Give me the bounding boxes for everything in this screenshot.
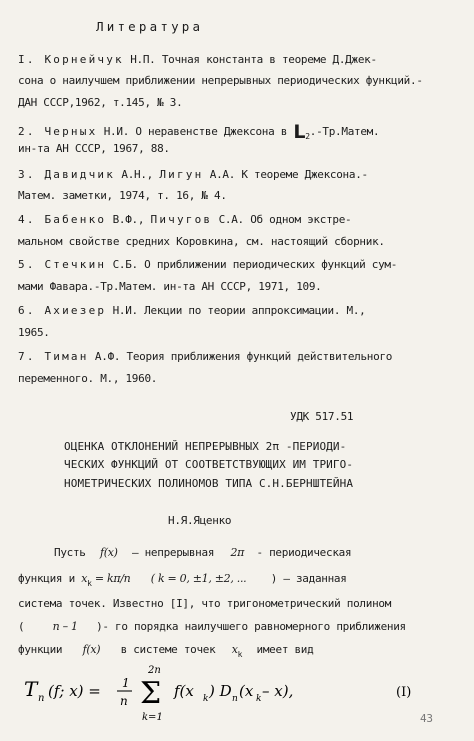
math-two-pi: 2π — [230, 546, 245, 559]
reference-3-initials: А.Н., — [121, 168, 160, 181]
body-line-3: система точек. Известно [I], что тригонометрический полином — [18, 597, 392, 610]
body-line-4 — [18, 620, 406, 634]
body-text: имеет вид — [256, 643, 314, 656]
formula-term-f: f(x — [174, 682, 194, 700]
math-x: x — [81, 572, 88, 585]
formula-T: T — [24, 677, 38, 701]
l2-space-subscript: 2 — [305, 132, 310, 141]
article-author: Н.Я.Яценко — [168, 514, 232, 527]
reference-3-text: А.А. К теореме Джексона.- — [209, 168, 368, 181]
udc-code: УДК 517.51 — [290, 410, 354, 423]
reference-7-author: 7. Тиман — [18, 350, 89, 363]
formula-sum-upper: 2n — [148, 665, 161, 676]
reference-3-line-1 — [18, 168, 368, 182]
formula-term-subscript-k: k — [203, 694, 209, 704]
formula-term-tail: – x), — [262, 682, 294, 700]
body-text: функция и — [18, 572, 75, 585]
article-title-line-3: НОМЕТРИЧЕСКИХ ПОЛИНОМОВ ТИПА С.Н.БЕРНШТЕЙНА — [64, 477, 354, 490]
reference-5-line-1 — [18, 258, 397, 272]
body-line-1 — [54, 546, 351, 560]
formula-term-x: (x — [239, 682, 254, 700]
reference-6-line-2: 1965. — [18, 326, 50, 339]
body-text: функции — [18, 643, 63, 656]
equation-number: (I) — [396, 685, 412, 700]
formula-term-subscript-k: k — [256, 694, 262, 704]
page-number: 43 — [420, 712, 433, 725]
reference-4-initials: В.Ф., — [112, 213, 151, 226]
reference-2-text: Н.И. О неравенстве Джексона в — [103, 125, 288, 138]
reference-2-line-1 — [18, 122, 379, 144]
reference-2-author: 2. Черных — [18, 125, 98, 138]
formula-fraction-numerator: 1 — [122, 676, 130, 690]
article-title-line-1: ОЦЕНКА ОТКЛОНЕНИЙ НЕПРЕРЫВНЫХ 2π -ПЕРИОДИ- — [64, 440, 347, 453]
reference-1-line-3: ДАН СССР,1962, т.145, № 3. — [18, 96, 183, 109]
reference-3-coauthor: Лигун — [159, 168, 204, 181]
math-n-minus-1: n – 1 — [52, 620, 78, 633]
reference-2-line-2: ин-та АН СССР, 1967, 88. — [18, 142, 170, 155]
reference-7-line-2: переменного. М., 1960. — [18, 372, 158, 385]
reference-5-text: С.Б. О приближении периодических функций сум- — [112, 258, 398, 271]
formula-term-subscript-n: n — [232, 694, 238, 704]
formula-fraction-denominator: n — [120, 694, 128, 708]
body-text: Пусть — [54, 546, 86, 559]
reference-3-author: 3. Давидчик — [18, 168, 116, 181]
math-f-of-x: f(x) — [82, 643, 101, 656]
reference-3-line-2: Матем. заметки, 1974, т. 16, № 4. — [18, 189, 227, 202]
article-title-line-2: ЧЕСКИХ ФУНКЦИЙ ОТ СООТВЕТСТВУЮЩИХ ИМ ТРИГО- — [64, 458, 354, 471]
reference-1-text: Н.П. Точная константа в теореме Д.Джек- — [130, 53, 377, 66]
reference-7-line-1 — [18, 350, 392, 364]
reference-6-text: Н.И. Лекции по теории аппроксимации. М., — [112, 304, 366, 317]
math-index-set: ( k = 0, ±1, ±2, ... — [150, 572, 247, 585]
math-subscript-k: k — [237, 650, 243, 659]
reference-7-text: А.Ф. Теория приближения функций действительного — [94, 350, 393, 363]
math-x: x — [231, 643, 238, 656]
reference-5-author: 5. Стечкин — [18, 258, 107, 271]
body-text: в системе точек — [120, 643, 216, 656]
reference-5-line-2: мами Фавара.-Тр.Матем. ин-та АН СССР, 1971, 109. — [18, 280, 322, 293]
math-k-pi-over-n: = kπ/n — [91, 572, 131, 585]
body-text: )- го порядка наилучшего равномерного приближения — [96, 620, 406, 633]
body-text: ) – заданная — [270, 572, 347, 585]
reference-1-line-2: сона о наилучшем приближении непрерывных периодических функций.- — [18, 74, 423, 87]
body-line-2 — [18, 572, 347, 591]
references-heading: Литература — [96, 19, 204, 34]
math-f-of-x: f(x) — [99, 546, 118, 559]
body-text: - периодическая — [256, 546, 352, 559]
reference-6-author: 6. Ахиезер — [18, 304, 107, 317]
formula-sum-sign: Σ — [140, 676, 162, 711]
reference-6-line-1 — [18, 304, 365, 318]
reference-4-coauthor: Пичугов — [150, 213, 213, 226]
reference-1-line-1 — [18, 53, 377, 67]
formula-T-subscript: n — [38, 693, 45, 704]
formula-args: (f; x) = — [48, 682, 101, 700]
reference-4-line-1 — [18, 213, 351, 227]
reference-1-author: I. Корнейчук — [18, 53, 124, 66]
display-formula — [18, 660, 438, 726]
math-subscript-k: k — [87, 579, 92, 588]
formula-sum-lower: k=1 — [142, 712, 163, 723]
reference-4-author: 4. Бабенко — [18, 213, 107, 226]
reference-4-line-2: мальном свойстве средних Коровкина, см. настоящий сборник. — [18, 235, 385, 248]
reference-2-text-end: .-Тр.Матем. — [309, 125, 380, 138]
formula-term-D: ) D — [209, 682, 232, 700]
reference-4-text: С.А. Об одном экстре- — [218, 213, 352, 226]
body-text: ( — [18, 620, 25, 633]
l2-space-symbol: L — [293, 121, 306, 143]
body-text: – непрерывная — [131, 546, 215, 559]
